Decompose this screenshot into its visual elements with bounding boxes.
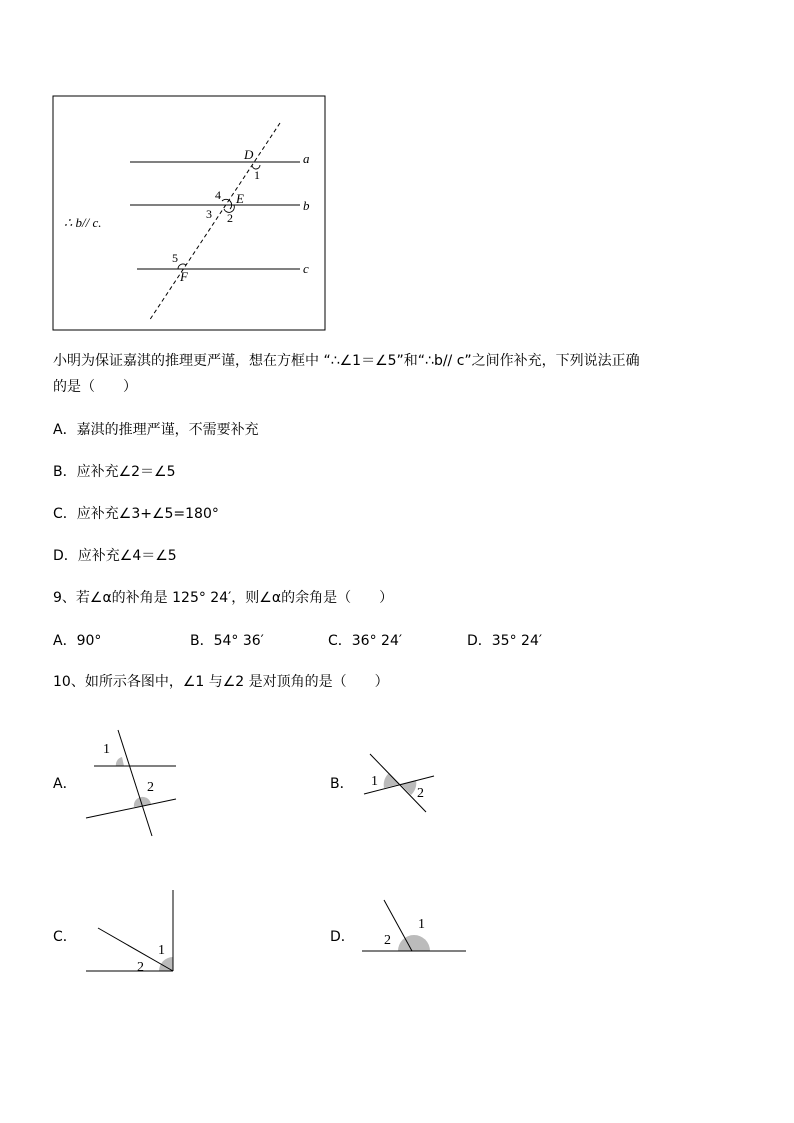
label-5: 5 xyxy=(172,251,178,265)
parallel-lines-figure xyxy=(52,95,328,333)
q10-figure-b xyxy=(360,750,440,816)
q10-option-d-letter: D． xyxy=(330,929,355,945)
label-b: b xyxy=(303,198,310,213)
fig-d-label-2: 2 xyxy=(384,933,391,948)
fig-a-bottom-line xyxy=(86,799,176,818)
q9-option-c: C．36° 24′ xyxy=(328,633,403,649)
q8-option-c: C．应补充∠3+∠5=180° xyxy=(53,506,219,522)
angle-arc-e xyxy=(222,199,232,209)
conclusion-text: ∴ b// c. xyxy=(64,215,102,230)
figure-frame xyxy=(53,96,325,330)
q10-option-c-letter: C． xyxy=(53,929,77,945)
fig-d-angle-sector xyxy=(398,935,430,951)
q8-stem-line2: 的是（ ） xyxy=(53,379,137,395)
fig-c-label-1: 1 xyxy=(158,943,165,958)
q10-option-a-letter: A． xyxy=(53,776,77,792)
label-F: F xyxy=(180,269,188,284)
fig-b-label-1: 1 xyxy=(371,774,378,789)
q9-stem: 9、若∠α的补角是 125° 24′，则∠α的余角是（ ） xyxy=(53,590,394,606)
label-3: 3 xyxy=(206,207,212,221)
q10-figure-d xyxy=(360,896,470,956)
q9-option-d: D．35° 24′ xyxy=(467,633,543,649)
label-E: E xyxy=(236,191,244,206)
q8-stem-line1: 小明为保证嘉淇的推理更严谨，想在方框中 “∴∠1＝∠5”和“∴b// c”之间作补充，下列说法正确 xyxy=(53,353,640,369)
label-4: 4 xyxy=(215,188,221,202)
fig-c-label-2: 2 xyxy=(137,960,144,975)
q8-option-b: B．应补充∠2＝∠5 xyxy=(53,464,176,480)
q10-option-b-letter: B． xyxy=(330,776,354,792)
transversal-line xyxy=(149,123,280,321)
label-1: 1 xyxy=(254,168,260,182)
q9-option-a: A．90° xyxy=(53,633,102,649)
fig-a-label-1: 1 xyxy=(103,742,110,757)
fig-a-angle1-sector xyxy=(116,757,124,766)
q9-option-b: B．54° 36′ xyxy=(190,633,264,649)
label-c: c xyxy=(303,261,309,276)
q8-option-a: A．嘉淇的推理严谨，不需要补充 xyxy=(53,422,259,438)
q8-option-d: D．应补充∠4＝∠5 xyxy=(53,548,177,564)
fig-a-label-2: 2 xyxy=(147,780,154,795)
fig-b-label-2: 2 xyxy=(417,786,424,801)
label-2: 2 xyxy=(227,211,233,225)
fig-d-label-1: 1 xyxy=(418,917,425,932)
fig-b-line2 xyxy=(370,754,426,812)
q10-figure-a xyxy=(84,726,184,840)
label-a: a xyxy=(303,151,310,166)
label-D: D xyxy=(244,147,254,162)
q10-figure-c xyxy=(84,886,180,976)
q10-stem: 10、如所示各图中，∠1 与∠2 是对顶角的是（ ） xyxy=(53,674,389,690)
